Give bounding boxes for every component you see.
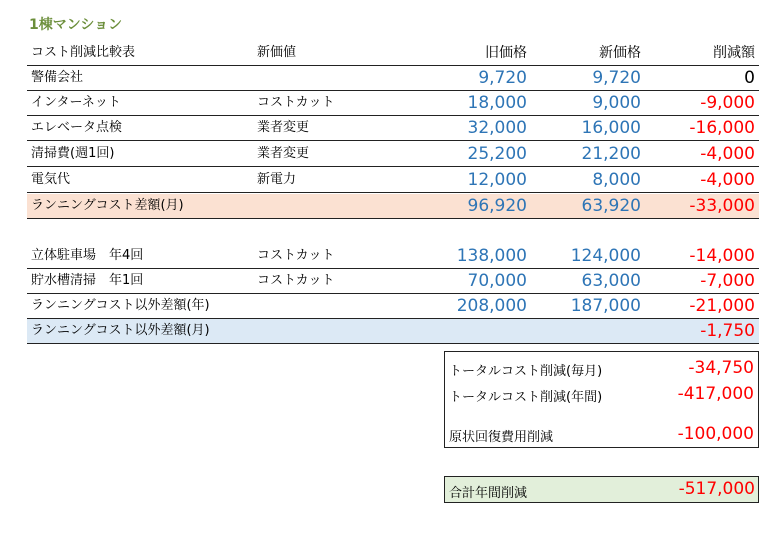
row-old-price: 25,200	[467, 144, 527, 164]
row-old-price: 96,920	[467, 196, 527, 216]
restoration-reduction-value: -100,000	[677, 424, 754, 444]
table-row	[27, 116, 759, 141]
row-label: ランニングコスト以外差額(年)	[31, 298, 210, 313]
row-reduction: -9,000	[700, 93, 755, 113]
row-reduction: -1,750	[700, 321, 755, 341]
row-reduction: -4,000	[700, 144, 755, 164]
yearly-reduction-label: トータルコスト削減(年間)	[449, 390, 603, 405]
header-reduction: 削減額	[713, 45, 755, 61]
row-new-price: 124,000	[570, 246, 641, 266]
row-label: 清掃費(週1回)	[31, 146, 115, 161]
sheet-title: 1棟マンション	[29, 17, 123, 33]
row-label: ランニングコスト差額(月)	[31, 198, 184, 213]
row-new-price: 63,000	[581, 271, 641, 291]
table-row	[27, 244, 759, 269]
row-label: 立体駐車場 年4回	[31, 248, 144, 263]
row-new-price: 63,920	[581, 196, 641, 216]
other-cost-year-total-row	[27, 294, 759, 319]
yearly-reduction-value: -417,000	[677, 384, 754, 404]
table-row	[27, 91, 759, 116]
restoration-reduction-label: 原状回復費用削減	[449, 430, 554, 445]
row-old-price: 138,000	[456, 246, 527, 266]
row-note: 業者変更	[257, 120, 310, 135]
row-label: 電気代	[31, 172, 71, 187]
row-new-price: 187,000	[570, 296, 641, 316]
row-old-price: 32,000	[467, 118, 527, 138]
row-label: エレベータ点検	[31, 120, 123, 135]
row-label: 警備会社	[31, 70, 84, 85]
row-new-price: 21,200	[581, 144, 641, 164]
header-new-price: 新価格	[599, 45, 641, 61]
table-row	[27, 269, 759, 294]
table-row	[27, 168, 759, 193]
row-old-price: 12,000	[467, 170, 527, 190]
row-reduction: -4,000	[700, 170, 755, 190]
header-label: コスト削減比較表	[31, 45, 136, 60]
row-reduction: 0	[744, 68, 755, 88]
summary-box	[444, 351, 759, 448]
monthly-reduction-label: トータルコスト削減(毎月)	[449, 364, 603, 379]
header-row	[27, 41, 759, 66]
row-old-price: 9,720	[478, 68, 527, 88]
row-new-price: 9,720	[592, 68, 641, 88]
row-reduction: -14,000	[689, 246, 755, 266]
table-row	[27, 66, 759, 91]
grand-total-value: -517,000	[678, 479, 755, 499]
row-label: 貯水槽清掃 年1回	[31, 273, 144, 288]
row-note: コストカット	[257, 95, 335, 110]
header-old-price: 旧価格	[485, 45, 527, 61]
row-label: インターネット	[31, 95, 121, 110]
row-reduction: -21,000	[689, 296, 755, 316]
grand-total-box	[444, 476, 759, 503]
header-note: 新価値	[257, 45, 297, 60]
row-note: コストカット	[257, 273, 335, 288]
row-new-price: 8,000	[592, 170, 641, 190]
row-reduction: -16,000	[689, 118, 755, 138]
row-label: ランニングコスト以外差額(月)	[31, 323, 210, 338]
row-note: コストカット	[257, 248, 335, 263]
row-note: 新電力	[257, 172, 297, 187]
row-new-price: 9,000	[592, 93, 641, 113]
grand-total-label: 合計年間削減	[449, 486, 528, 501]
row-reduction: -33,000	[689, 196, 755, 216]
row-reduction: -7,000	[700, 271, 755, 291]
row-new-price: 16,000	[581, 118, 641, 138]
running-cost-total-row	[27, 194, 759, 219]
row-old-price: 208,000	[456, 296, 527, 316]
other-cost-month-total-row	[27, 319, 759, 344]
row-note: 業者変更	[257, 146, 310, 161]
table-row	[27, 142, 759, 167]
row-old-price: 70,000	[467, 271, 527, 291]
row-old-price: 18,000	[467, 93, 527, 113]
monthly-reduction-value: -34,750	[688, 358, 754, 378]
